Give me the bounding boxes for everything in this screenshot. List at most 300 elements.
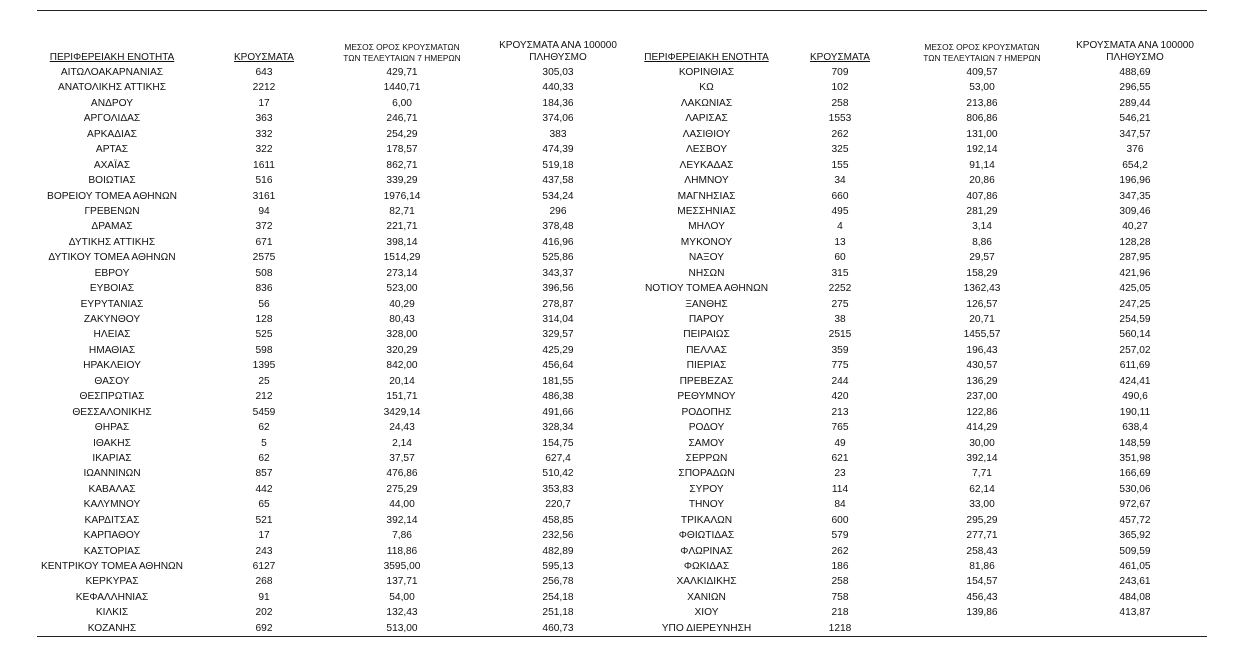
- table-row: [630, 235, 1207, 250]
- region-cell: ΙΚΑΡΙΑΣ: [92, 452, 132, 464]
- table-row: [630, 266, 1207, 281]
- avg7-cell: 136,29: [966, 375, 998, 387]
- per100k-cell: 314,04: [542, 314, 574, 325]
- cases-cell: 244: [831, 375, 849, 387]
- region-cell: ΚΕΦΑΛΛΗΝΙΑΣ: [75, 591, 149, 603]
- per100k-cell: 425,05: [1119, 283, 1151, 295]
- avg7-cell: 392,14: [966, 452, 998, 464]
- cases-cell: 579: [831, 530, 849, 542]
- cases-cell: 275: [831, 298, 849, 310]
- cases-cell: 758: [831, 591, 849, 603]
- avg7-cell: 320,29: [386, 344, 418, 356]
- table-row: [37, 312, 627, 327]
- table-row: [630, 497, 1207, 512]
- per100k-cell: 490,6: [1122, 391, 1148, 403]
- avg7-cell: 806,86: [966, 113, 998, 125]
- per100k-cell: 196,96: [1119, 175, 1151, 187]
- region-cell: ΛΕΣΒΟΥ: [685, 144, 728, 156]
- region-cell: ΝΗΣΩΝ: [688, 267, 725, 279]
- region-cell: ΗΡΑΚΛΕΙΟΥ: [83, 360, 141, 372]
- region-cell: ΙΩΑΝΝΙΝΩΝ: [83, 468, 141, 480]
- per100k-cell: 220,7: [545, 499, 571, 511]
- header-avg: [343, 42, 461, 64]
- avg7-cell: 2,14: [392, 437, 412, 449]
- avg7-cell: 30,00: [969, 437, 995, 449]
- avg7-cell: 151,71: [386, 391, 418, 403]
- per100k-cell: 166,69: [1119, 468, 1151, 480]
- cases-cell: 84: [834, 499, 846, 511]
- table-row: [37, 605, 627, 620]
- region-cell: ΜΑΓΝΗΣΙΑΣ: [677, 190, 736, 202]
- cases-cell: 17: [258, 97, 270, 109]
- cases-cell: 442: [255, 483, 273, 495]
- per100k-cell: 460,73: [542, 622, 574, 634]
- table-row: [630, 559, 1207, 574]
- avg7-cell: 178,57: [386, 144, 418, 156]
- avg7-cell: 523,00: [386, 283, 418, 295]
- table-row: [37, 436, 627, 451]
- per100k-cell: 343,37: [542, 267, 574, 279]
- region-cell: ΤΗΝΟΥ: [688, 499, 725, 511]
- per100k-cell: 461,05: [1119, 561, 1151, 572]
- avg7-cell: 414,29: [966, 422, 998, 434]
- table-row: [37, 590, 627, 605]
- cases-cell: 258: [831, 576, 849, 588]
- cases-cell: 359: [831, 344, 849, 356]
- avg7-cell: 277,71: [966, 530, 998, 542]
- header-avg-line1: ΜΕΣΟΣ ΟΡΟΣ ΚΡΟΥΣΜΑΤΩΝ: [924, 42, 1040, 52]
- avg7-cell: 456,43: [966, 591, 998, 603]
- table-row: [630, 219, 1207, 234]
- avg7-cell: 339,29: [386, 175, 418, 187]
- cases-cell: 598: [255, 344, 273, 356]
- per100k-cell: 654,2: [1122, 159, 1148, 171]
- avg7-cell: 54,00: [389, 591, 415, 603]
- per100k-cell: 254,59: [1119, 314, 1151, 325]
- per100k-cell: 456,64: [542, 360, 574, 372]
- per100k-cell: 184,36: [542, 97, 574, 109]
- per100k-cell: 374,06: [542, 113, 574, 125]
- cases-cell: 262: [831, 128, 849, 140]
- region-cell: ΙΘΑΚΗΣ: [93, 437, 131, 449]
- per100k-cell: 484,08: [1119, 591, 1151, 603]
- cases-cell: 621: [831, 452, 849, 464]
- per100k-cell: 627,4: [545, 452, 571, 464]
- per100k-cell: 638,4: [1122, 422, 1148, 434]
- avg7-cell: 154,57: [966, 576, 998, 588]
- cases-cell: 495: [831, 205, 849, 217]
- region-cell: ΛΗΜΝΟΥ: [684, 175, 729, 187]
- cases-cell: 213: [831, 406, 849, 418]
- region-cell: ΜΥΚΟΝΟΥ: [680, 236, 733, 248]
- avg7-cell: 131,00: [966, 128, 998, 140]
- cases-cell: 91: [258, 591, 270, 603]
- rows-right: [630, 65, 1207, 636]
- per100k-cell: 278,87: [542, 298, 574, 310]
- table-row: [37, 574, 627, 589]
- cases-cell: 1395: [252, 360, 276, 372]
- avg7-cell: 192,14: [966, 144, 998, 156]
- table-row: [37, 327, 627, 342]
- table-row: [630, 405, 1207, 420]
- table-row: [630, 327, 1207, 342]
- cases-cell: 372: [255, 221, 273, 233]
- region-cell: ΦΩΚΙΔΑΣ: [683, 561, 730, 572]
- per100k-cell: 396,56: [542, 283, 574, 295]
- per100k-cell: 525,86: [542, 252, 574, 264]
- table-row: [37, 297, 627, 312]
- table-row: [37, 559, 627, 574]
- region-cell: ΦΘΙΩΤΙΔΑΣ: [678, 530, 735, 542]
- cases-cell: 2515: [828, 329, 852, 341]
- cases-cell: 2575: [252, 252, 276, 264]
- table-row: [37, 204, 627, 219]
- table-row: [630, 96, 1207, 111]
- header-region: ΠΕΡΙΦΕΡΕΙΑΚΗ ΕΝΟΤΗΤΑ: [644, 52, 769, 63]
- avg7-cell: 6,00: [392, 97, 412, 109]
- avg7-cell: 295,29: [966, 514, 998, 526]
- region-cell: ΗΜΑΘΙΑΣ: [88, 344, 136, 356]
- per100k-cell: 424,41: [1119, 375, 1151, 387]
- table-row: [630, 605, 1207, 620]
- avg7-cell: 3,14: [972, 221, 992, 233]
- region-cell: ΑΡΓΟΛΙΔΑΣ: [83, 113, 141, 125]
- cases-cell: 38: [834, 314, 846, 325]
- cases-cell: 6127: [252, 561, 276, 572]
- table-row: [630, 466, 1207, 481]
- avg7-cell: 33,00: [969, 499, 995, 511]
- per100k-cell: 972,67: [1119, 499, 1151, 511]
- region-cell: ΑΡΚΑΔΙΑΣ: [87, 128, 137, 140]
- avg7-cell: 29,57: [969, 252, 995, 264]
- header-cases: ΚΡΟΥΣΜΑΤΑ: [810, 52, 870, 63]
- header-region: ΠΕΡΙΦΕΡΕΙΑΚΗ ΕΝΟΤΗΤΑ: [49, 52, 175, 63]
- region-cell: ΠΑΡΟΥ: [688, 314, 725, 325]
- cases-cell: 258: [831, 97, 849, 109]
- avg7-cell: 842,00: [386, 360, 418, 372]
- table-row: [630, 142, 1207, 157]
- avg7-cell: 122,86: [966, 406, 998, 418]
- table-row: [630, 281, 1207, 296]
- cases-cell: 2212: [252, 82, 276, 94]
- table-row: [630, 451, 1207, 466]
- per100k-cell: 440,33: [542, 82, 574, 94]
- cases-cell: 508: [255, 267, 273, 279]
- table-row: [630, 528, 1207, 543]
- table-row: [630, 204, 1207, 219]
- per100k-cell: 509,59: [1119, 545, 1151, 557]
- avg7-cell: 37,57: [389, 452, 415, 464]
- region-cell: ΡΕΘΥΜΝΟΥ: [677, 391, 736, 403]
- table-row: [630, 621, 1207, 636]
- per100k-cell: 148,59: [1119, 437, 1151, 449]
- region-cell: ΧΑΝΙΩΝ: [687, 591, 726, 603]
- region-cell: ΘΕΣΣΑΛΟΝΙΚΗΣ: [72, 406, 152, 418]
- per100k-cell: 329,57: [542, 329, 574, 341]
- avg7-cell: 1362,43: [963, 283, 1001, 295]
- cases-cell: 2252: [828, 283, 852, 295]
- header-per100k-line1: ΚΡΟΥΣΜΑΤΑ ΑΝΑ 100000: [1076, 40, 1194, 51]
- region-cell: ΚΩ: [699, 82, 714, 94]
- per100k-cell: 289,44: [1119, 97, 1151, 109]
- cases-cell: 5: [261, 437, 267, 449]
- cases-cell: 643: [255, 67, 273, 78]
- cases-cell: 62: [258, 422, 270, 434]
- region-cell: ΠΕΙΡΑΙΩΣ: [683, 329, 730, 341]
- region-cell: ΘΑΣΟΥ: [94, 375, 130, 387]
- table-row: [630, 513, 1207, 528]
- table-row: [630, 389, 1207, 404]
- table-row: [37, 281, 627, 296]
- per100k-cell: 488,69: [1119, 67, 1151, 78]
- cases-cell: 521: [255, 514, 273, 526]
- per100k-cell: 287,95: [1119, 252, 1151, 264]
- cases-cell: 268: [255, 576, 273, 588]
- avg7-cell: 1976,14: [383, 190, 421, 202]
- avg7-cell: 44,00: [389, 499, 415, 511]
- cases-cell: 13: [834, 236, 846, 248]
- rows-left: [37, 65, 627, 636]
- region-cell: ΚΑΛΥΜΝΟΥ: [83, 499, 141, 511]
- table-row: [37, 235, 627, 250]
- avg7-cell: 40,29: [389, 298, 415, 310]
- per100k-cell: 347,57: [1119, 128, 1151, 140]
- table-row: [37, 513, 627, 528]
- per100k-cell: 347,35: [1119, 190, 1151, 202]
- per100k-cell: 510,42: [542, 468, 574, 480]
- per100k-cell: 376: [1126, 144, 1144, 156]
- table-row: [37, 343, 627, 358]
- cases-cell: 62: [258, 452, 270, 464]
- per100k-cell: 232,56: [542, 530, 574, 542]
- cases-cell: 186: [831, 561, 849, 572]
- avg7-cell: 273,14: [386, 267, 418, 279]
- per100k-cell: 181,55: [542, 375, 574, 387]
- region-cell: ΛΕΥΚΑΔΑΣ: [679, 159, 734, 171]
- region-cell: ΔΥΤΙΚΟΥ ΤΟΜΕΑ ΑΘΗΝΩΝ: [48, 252, 176, 264]
- cases-cell: 709: [831, 67, 849, 78]
- region-cell: ΘΕΣΠΡΩΤΙΑΣ: [79, 391, 145, 403]
- table-row: [630, 297, 1207, 312]
- cases-cell: 775: [831, 360, 849, 372]
- per100k-cell: 416,96: [542, 236, 574, 248]
- table-row: [630, 111, 1207, 126]
- cases-cell: 1218: [828, 622, 852, 634]
- table-row: [37, 80, 627, 95]
- cases-cell: 420: [831, 391, 849, 403]
- table-row: [37, 219, 627, 234]
- avg7-cell: 80,43: [389, 314, 415, 325]
- region-cell: ΦΛΩΡΙΝΑΣ: [680, 545, 733, 557]
- avg7-cell: 20,71: [969, 314, 995, 325]
- region-cell: ΓΡΕΒΕΝΩΝ: [84, 205, 140, 217]
- cases-cell: 23: [834, 468, 846, 480]
- header-avg: [920, 42, 1044, 64]
- cases-cell: 765: [831, 422, 849, 434]
- cases-cell: 49: [834, 437, 846, 449]
- region-cell: ΠΙΕΡΙΑΣ: [686, 360, 727, 372]
- region-cell: ΚΕΝΤΡΙΚΟΥ ΤΟΜΕΑ ΑΘΗΝΩΝ: [40, 561, 184, 572]
- table-row: [37, 111, 627, 126]
- header-per100k-line2: ΠΛΗΘΥΣΜΟ: [529, 52, 587, 63]
- table-row: [37, 389, 627, 404]
- region-cell: ΚΟΡΙΝΘΙΑΣ: [678, 67, 735, 78]
- cases-cell: 5459: [252, 406, 276, 418]
- table-row: [630, 482, 1207, 497]
- table-row: [630, 250, 1207, 265]
- header-per100k: [1066, 40, 1204, 64]
- cases-cell: 3161: [252, 190, 276, 202]
- header-cases: ΚΡΟΥΣΜΑΤΑ: [234, 52, 294, 63]
- region-cell: ΘΗΡΑΣ: [94, 422, 130, 434]
- cases-cell: 322: [255, 144, 273, 156]
- cases-cell: 56: [258, 298, 270, 310]
- table-row: [37, 482, 627, 497]
- cases-cell: 128: [255, 314, 273, 325]
- cases-cell: 600: [831, 514, 849, 526]
- avg7-cell: 7,71: [972, 468, 992, 480]
- table-row: [630, 127, 1207, 142]
- per100k-cell: 595,13: [542, 561, 574, 572]
- avg7-cell: 392,14: [386, 514, 418, 526]
- region-cell: ΚΑΣΤΟΡΙΑΣ: [83, 545, 141, 557]
- region-cell: ΜΗΛΟΥ: [688, 221, 725, 233]
- table-row: [37, 466, 627, 481]
- per100k-cell: 437,58: [542, 175, 574, 187]
- table-row: [37, 405, 627, 420]
- per100k-cell: 413,87: [1119, 607, 1151, 619]
- region-cell: ΚΙΛΚΙΣ: [95, 607, 129, 619]
- avg7-cell: 1440,71: [383, 82, 421, 94]
- cases-cell: 262: [831, 545, 849, 557]
- cases-cell: 25: [258, 375, 270, 387]
- avg7-cell: 398,14: [386, 236, 418, 248]
- per100k-cell: 296,55: [1119, 82, 1151, 94]
- table-row: [37, 127, 627, 142]
- per100k-cell: 421,96: [1119, 267, 1151, 279]
- bottom-rule: [37, 636, 1207, 637]
- per100k-cell: 305,03: [542, 67, 574, 78]
- per100k-cell: 534,24: [542, 190, 574, 202]
- avg7-cell: 24,43: [389, 422, 415, 434]
- top-rule: [37, 10, 1207, 11]
- table-row: [37, 374, 627, 389]
- table-row: [37, 189, 627, 204]
- cases-cell: 212: [255, 391, 273, 403]
- table-row: [630, 158, 1207, 173]
- cases-cell: 1611: [253, 159, 275, 171]
- avg7-cell: 91,14: [969, 159, 995, 171]
- avg7-cell: 221,71: [386, 221, 418, 233]
- per100k-cell: 257,02: [1119, 344, 1151, 356]
- avg7-cell: 258,43: [966, 545, 998, 557]
- avg7-cell: 407,86: [966, 190, 998, 202]
- avg7-cell: 81,86: [969, 561, 995, 572]
- table-row: [37, 420, 627, 435]
- per100k-cell: 378,48: [542, 221, 574, 233]
- region-cell: ΥΠΟ ΔΙΕΡΕΥΝΗΣΗ: [661, 622, 752, 634]
- region-cell: ΔΡΑΜΑΣ: [91, 221, 133, 233]
- per100k-cell: 154,75: [542, 437, 574, 449]
- header-per100k-line2: ΠΛΗΘΥΣΜΟ: [1106, 52, 1164, 63]
- region-cell: ΒΟΡΕΙΟΥ ΤΟΜΕΑ ΑΘΗΝΩΝ: [47, 190, 177, 202]
- region-cell: ΚΑΡΠΑΘΟΥ: [83, 530, 141, 542]
- avg7-cell: 139,86: [966, 607, 998, 619]
- region-cell: ΠΕΛΛΑΣ: [686, 344, 727, 356]
- header-avg-line2: ΤΩΝ ΤΕΛΕΥΤΑΙΩΝ 7 ΗΜΕΡΩΝ: [923, 53, 1041, 63]
- table-row: [37, 266, 627, 281]
- region-cell: ΒΟΙΩΤΙΑΣ: [88, 175, 136, 187]
- region-cell: ΡΟΔΟΥ: [688, 422, 725, 434]
- avg7-cell: 20,14: [389, 375, 415, 387]
- avg7-cell: 328,00: [386, 329, 418, 341]
- cases-cell: 1553: [828, 113, 852, 125]
- avg7-cell: 429,71: [386, 67, 418, 78]
- table-row: [37, 358, 627, 373]
- region-cell: ΜΕΣΣΗΝΙΑΣ: [677, 205, 736, 217]
- per100k-cell: 482,89: [542, 545, 574, 557]
- region-cell: ΑΝΔΡΟΥ: [90, 97, 134, 109]
- header-avg-line1: ΜΕΣΟΣ ΟΡΟΣ ΚΡΟΥΣΜΑΤΩΝ: [344, 42, 460, 52]
- cases-cell: 332: [255, 128, 273, 140]
- cases-cell: 315: [831, 267, 849, 279]
- table-row: [630, 343, 1207, 358]
- avg7-cell: 62,14: [969, 483, 995, 495]
- table-row: [630, 312, 1207, 327]
- region-cell: ΤΡΙΚΑΛΩΝ: [680, 514, 733, 526]
- per100k-cell: 256,78: [542, 576, 574, 588]
- table-row: [37, 621, 627, 636]
- avg7-cell: 213,86: [966, 97, 998, 109]
- cases-cell: 102: [831, 82, 849, 94]
- per100k-cell: 128,28: [1119, 236, 1151, 248]
- cases-cell: 34: [834, 175, 846, 187]
- table-row: [630, 374, 1207, 389]
- table-row: [630, 436, 1207, 451]
- region-cell: ΚΕΡΚΥΡΑΣ: [85, 576, 139, 588]
- table-row: [630, 173, 1207, 188]
- per100k-cell: 458,85: [542, 514, 574, 526]
- table-row: [37, 544, 627, 559]
- region-cell: ΑΙΤΩΛΟΑΚΑΡΝΑΝΙΑΣ: [60, 67, 164, 78]
- region-cell: ΑΝΑΤΟΛΙΚΗΣ ΑΤΤΙΚΗΣ: [57, 82, 167, 94]
- table-row: [37, 497, 627, 512]
- header-per100k: [492, 40, 624, 64]
- avg7-cell: 118,86: [386, 545, 418, 557]
- avg7-cell: 476,86: [386, 468, 418, 480]
- region-cell: ΣΥΡΟΥ: [689, 483, 724, 495]
- region-cell: ΕΒΡΟΥ: [94, 267, 130, 279]
- avg7-cell: 3429,14: [383, 406, 421, 418]
- cases-cell: 857: [255, 468, 273, 480]
- cases-cell: 17: [258, 530, 270, 542]
- cases-cell: 4: [837, 221, 843, 233]
- region-cell: ΡΟΔΟΠΗΣ: [681, 406, 732, 418]
- region-cell: ΕΥΒΟΙΑΣ: [89, 283, 135, 295]
- cases-cell: 516: [255, 175, 273, 187]
- region-cell: ΑΡΤΑΣ: [95, 144, 129, 156]
- cases-cell: 363: [255, 113, 273, 125]
- region-cell: ΗΛΕΙΑΣ: [93, 329, 131, 341]
- avg7-cell: 137,71: [386, 576, 418, 588]
- table-row: [37, 173, 627, 188]
- cases-cell: 65: [258, 499, 270, 511]
- region-cell: ΧΑΛΚΙΔΙΚΗΣ: [676, 576, 737, 588]
- table-row: [630, 574, 1207, 589]
- header-avg-line2: ΤΩΝ ΤΕΛΕΥΤΑΙΩΝ 7 ΗΜΕΡΩΝ: [343, 53, 461, 63]
- table-right: [630, 37, 1207, 636]
- per100k-cell: 247,25: [1119, 298, 1151, 310]
